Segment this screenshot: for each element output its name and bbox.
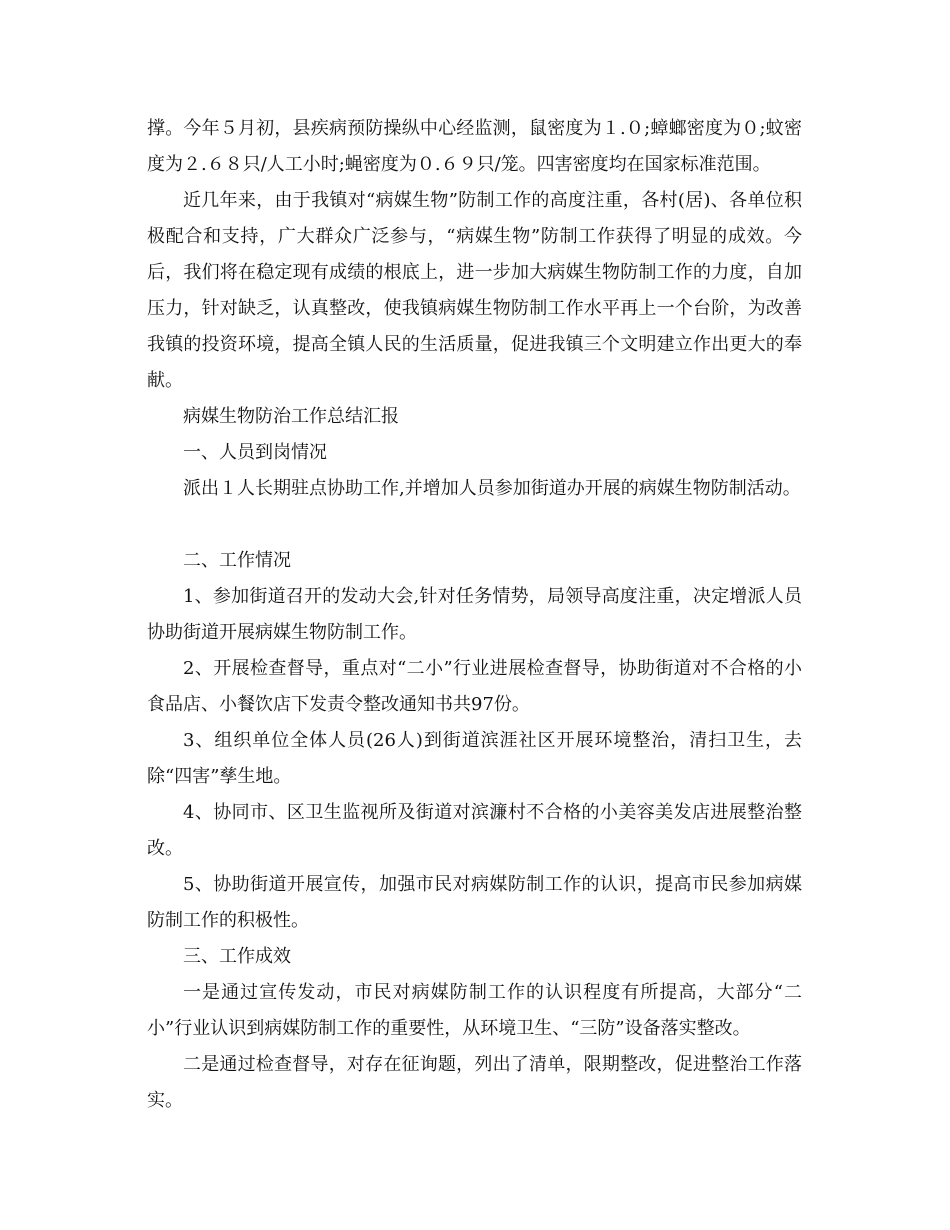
- heading-work: 二、工作情况: [183, 550, 291, 571]
- paragraph-staffing: 派出１人长期驻点协助工作,并增加人员参加街道办开展的病媒生物防制活动。: [183, 478, 801, 499]
- list-item-4: 4、协同市、区卫生监视所及街道对滨濂村不合格的小美容美发店进展整治整改。: [147, 802, 802, 859]
- paragraph-result-1: 一是通过宣传发动，市民对病媒防制工作的认识程度有所提高，大部分“二小”行业认识到病媒防制工作的重要性，从环境卫生、“三防”设备落实整改。: [147, 982, 802, 1039]
- heading-staffing: 一、人员到岗情况: [183, 442, 327, 463]
- heading-results: 三、工作成效: [183, 946, 291, 967]
- paragraph-continuation: 撑。今年５月初，县疾病预防操纵中心经监测，鼠密度为１.０;蟑螂密度为０;蚊密度为２.６８只/人工小时;蝇密度为０.６９只/笼。四害密度均在国家标准范围。: [147, 118, 802, 175]
- section-title: 病媒生物防治工作总结汇报: [183, 406, 399, 427]
- paragraph-result-2: 二是通过检查督导，对存在征询题，列出了清单，限期整改，促进整治工作落实。: [147, 1054, 802, 1111]
- list-item-3: 3、组织单位全体人员(26人)到街道滨涯社区开展环境整治，清扫卫生，去除“四害”孳生地。: [147, 730, 802, 787]
- paragraph-summary: 近几年来，由于我镇对“病媒生物”防制工作的高度注重，各村(居)、各单位积极配合和支持，广大群众广泛参与，“病媒生物”防制工作获得了明显的成效。今后，我们将在稳定现有成绩的根底上，进一步加大病媒生物防制工作的力度，自加压力，针对缺乏，认真整改，使我镇病媒生物防制工作水平再上一个台阶，为改善我镇的投资环境，提高全镇人民的生活质量，促进我镇三个文明建立作出更大的奉献。: [147, 190, 802, 391]
- list-item-2: 2、开展检查督导，重点对“二小”行业进展检查督导，协助街道对不合格的小食品店、小餐饮店下发责令整改通知书共97份。: [147, 658, 802, 715]
- list-item-5: 5、协助街道开展宣传，加强市民对病媒防制工作的认识，提高市民参加病媒防制工作的积极性。: [147, 874, 802, 931]
- list-item-1: 1、参加街道召开的发动大会,针对任务情势，局领导高度注重，决定增派人员协助街道开展病媒生物防制工作。: [147, 586, 802, 643]
